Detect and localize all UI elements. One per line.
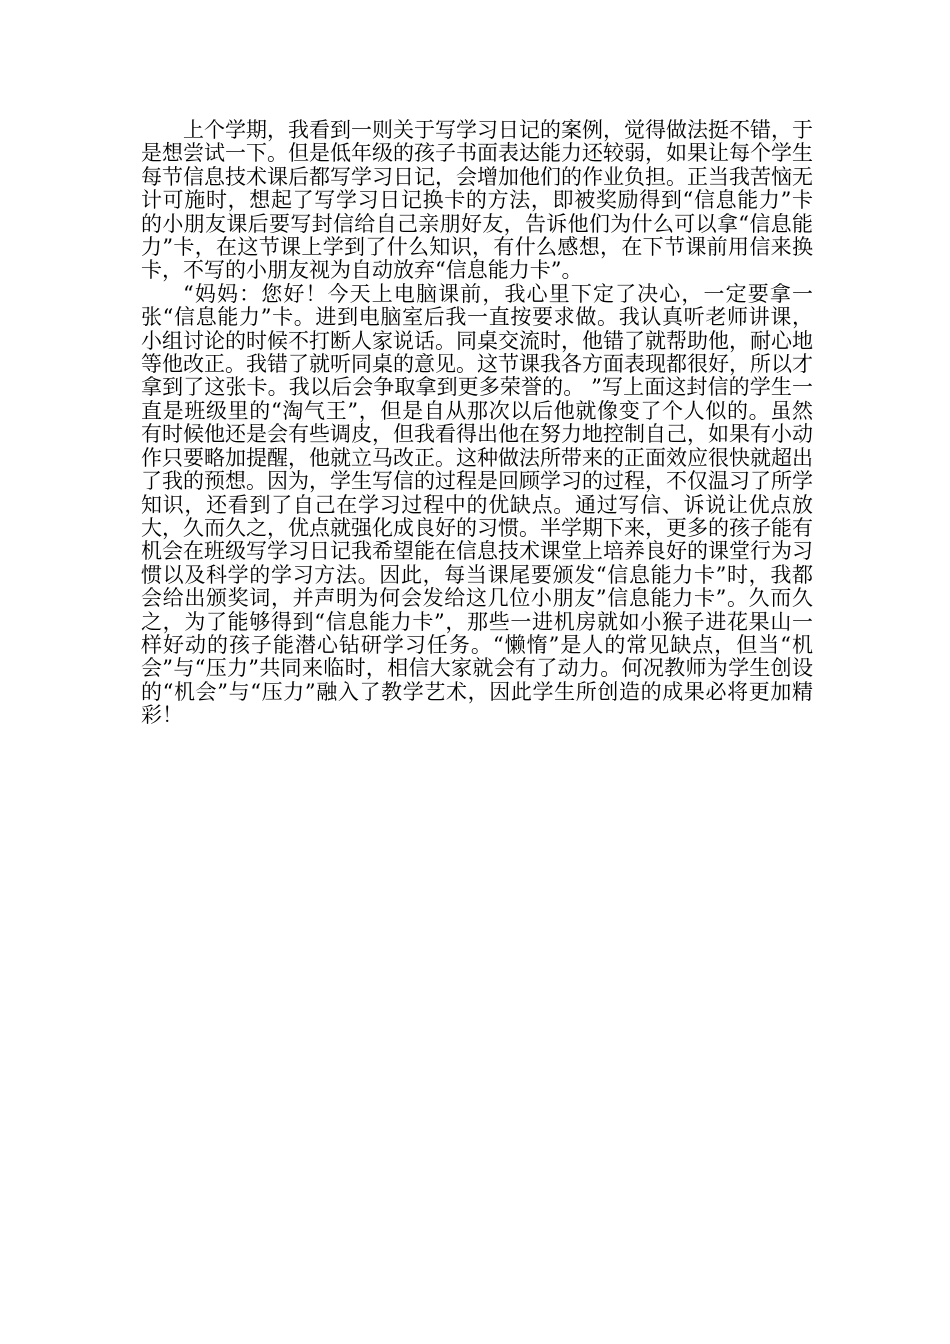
paragraph-2: “妈妈：您好！今天上电脑课前，我心里下定了决心，一定要拿一张“信息能力”卡。进到电脑室后我一直按要求做。我认真听老师讲课，小组讨论的时候不打断人家说话。同桌交流时，他错了就帮助他，耐心地等他改正。我错了就听同桌的意见。这节课我各方面表现都很好，所以才拿到了这张卡。我以后会争取拿到更多荣誉的。 ”写上面这封信的学生一直是班级里的“淘气王”，但是自从那次以后他就像变了个人似的。虽然有时候他还是会有些调皮，但我看得出他在努力地控制自己，如果有小动作只要略加提醒，他就立马改正。这种做法所带来的正面效应很快就超出了我的预想。因为，学生写信的过程是回顾学习的过程，不仅温习了所学知识，还看到了自己在学习过程中的优缺点。通过写信、诉说让优点放大，久而久之，优点就强化成良好的习惯。半学期下来，更多的孩子能有机会在班级写学习日记我希望能在信息技术课堂上培养良好的课堂行为习惯以及科学的学习方法。因此，每当课尾要颁发“信息能力卡”时，我都会给出颁奖词，并声明为何会发给这几位小朋友”信息能力卡”。久而久之，为了能够得到“信息能力卡”，那些一进机房就如小猴子进花果山一样好动的孩子能潜心钻研学习任务。“懒惰”是人的常见缺点，但当“机会”与“压力”共同来临时，相信大家就会有了动力。何况教师为学生创设的“机会”与“压力”融入了教学艺术，因此学生所创造的成果必将更加精彩！ xyxy=(141,281,813,728)
paragraph-1: 上个学期，我看到一则关于写学习日记的案例，觉得做法挺不错，于是想尝试一下。但是低年级的孩子书面表达能力还较弱，如果让每个学生每节信息技术课后都写学习日记，会增加他们的作业负担。正当我苦恼无计可施时，想起了写学习日记换卡的方法，即被奖励得到“信息能力”卡的小朋友课后要写封信给自己亲朋好友，告诉他们为什么可以拿“信息能力”卡，在这节课上学到了什么知识，有什么感想，在下节课前用信来换卡，不写的小朋友视为自动放弃“信息能力卡”。 xyxy=(141,118,813,283)
document-body xyxy=(141,119,813,728)
